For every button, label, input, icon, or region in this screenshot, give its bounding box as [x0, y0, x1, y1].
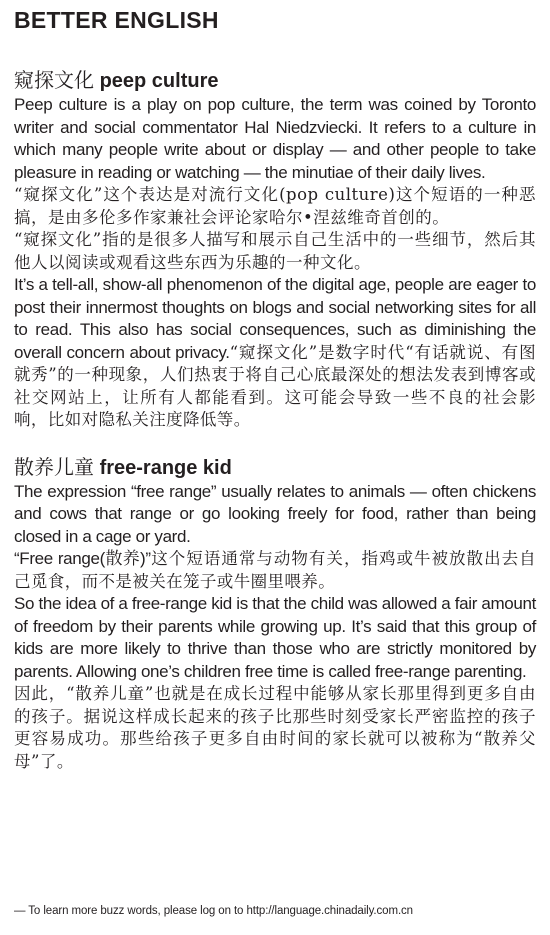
english-paragraph: So the idea of a free-range kid is that the child was allowed a fair amount of freedom by their parents while growing up. It’s said that this group of kids are more likely to thrive than those who are strictly monitored by parents. Allowing one’s children free time is called free-range parenting. — [14, 594, 536, 681]
article — [14, 6, 536, 773]
entry-free-range-kid — [14, 454, 536, 774]
entry-term-english: free-range kid — [99, 456, 232, 479]
entry-peep-culture — [14, 67, 536, 432]
english-paragraph: Peep culture is a play on pop culture, the term was coined by Toronto writer and social commentator Hal Niedzviecki. It refers to a culture in which many people write about or display — and other people to take pleasure in reading or watching — the minutiae of their daily lives. — [14, 95, 536, 182]
masthead-title: BETTER ENGLISH — [14, 7, 219, 33]
english-text: It’s a tell-all, show-all phenomenon of the digital age, people are eager to post their innermost thoughts on blogs and social networking sites for all to read. This also has social consequences, such as diminishing the overall concern about privacy. — [14, 275, 536, 362]
footer-note: — To learn more buzz words, please log on to http://language.chinadaily.com.cn — [14, 905, 413, 917]
mixed-paragraph — [14, 548, 536, 593]
chinese-paragraph: “窥探文化”这个表达是对流行文化(pop culture)这个短语的一种恶搞，是由多伦多作家兼社会评论家哈尔•涅兹维奇首创的。 — [14, 185, 536, 227]
entry-term-english: peep culture — [99, 70, 219, 92]
english-paragraph: The expression “free range” usually relates to animals — often chickens and cows that range or go looking freely for food, rather than being closed in a cage or yard. — [14, 481, 536, 546]
entry-term-chinese: 散养儿童 — [14, 454, 94, 479]
chinese-paragraph: “窥探文化”指的是很多人描写和展示自己生活中的一些细节，然后其他人以阅读或观看这些东西为乐趣的一种文化。 — [14, 230, 536, 272]
entry-heading — [14, 67, 536, 94]
english-lead: “Free range(散养)” — [14, 549, 151, 568]
mixed-paragraph — [14, 274, 536, 432]
entry-heading — [14, 454, 536, 481]
chinese-paragraph: 因此，“散养儿童”也就是在成长过程中能够从家长那里得到更多自由的孩子。据说这样成长起来的孩子比那些时刻受家长严密监控的孩子更容易成功。那些给孩子更多自由时间的家长就可以被称为“散养父母”了。 — [14, 684, 536, 771]
chinese-text: 这个短语通常与动物有关，指鸡或牛被放散出去自己觅食，而不是被关在笼子或牛圈里喂养。 — [14, 549, 536, 591]
chinese-text: “窥探文化”是数字时代“有话就说、有图就秀”的一种现象，人们热衷于将自己心底最深处的想法发表到博客或社交网站上，让所有人都能看到。这可能会导致一些不良的社会影响，比如对隐私关注度降低等。 — [14, 342, 537, 429]
entry-term-chinese: 窥探文化 — [14, 68, 94, 92]
